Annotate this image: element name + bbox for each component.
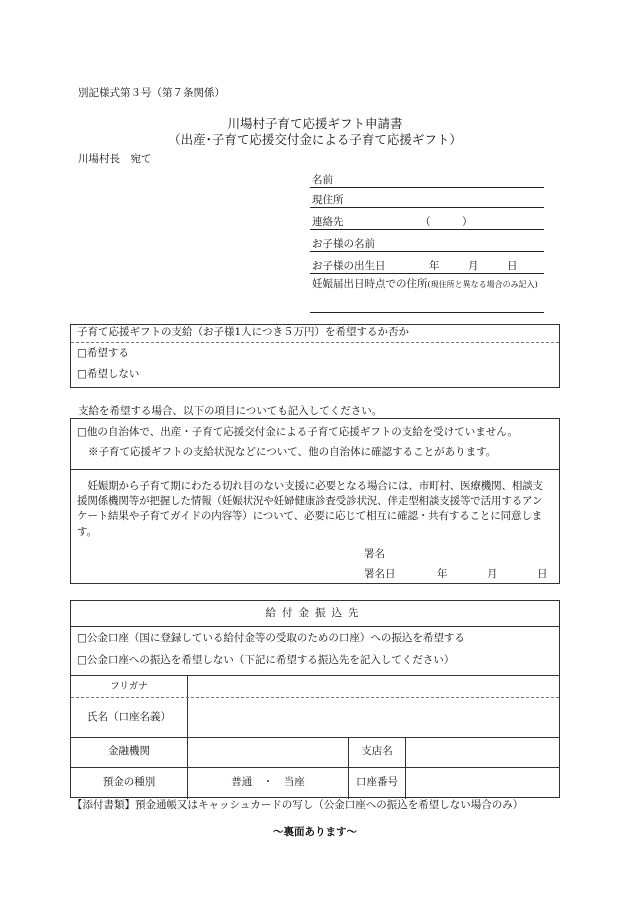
- branch-name-label: 支店名: [361, 745, 393, 757]
- declaration-checkbox[interactable]: □他の自治体で、出産・子育て応援交付金による子育て応援ギフトの支給を受けていません。: [77, 426, 518, 438]
- birth-day-label: 日: [507, 260, 518, 272]
- consent-text: 妊娠期から子育て期にわたる切れ目のない支援に必要となる場合には、市町村、医療機関、相談支援関係機関等が把握した情報（妊娠状況や妊婦健康診査受診状況、伴走型相談支援等で活用するアンケート結果や子育てガイドの内容等）について、必要に応じて相互に確認・共有することに同意します。: [77, 480, 543, 538]
- account-holder-input[interactable]: [188, 698, 560, 736]
- bank-header-divider: [71, 626, 559, 627]
- deposit-type-options[interactable]: 普通 ・ 当座: [231, 776, 305, 788]
- gift-wish-no-checkbox[interactable]: □希望しない: [77, 368, 140, 380]
- title-sub: （出産･子育て応援交付金による子育て応援ギフト）: [168, 132, 462, 147]
- current-address-line: [310, 207, 544, 208]
- bank-name-label: 金融機関: [108, 745, 150, 757]
- other-account-checkbox[interactable]: □公金口座への振込を希望しない（下記に希望する振込先を記入してください）: [77, 654, 455, 666]
- account-number-input[interactable]: [406, 768, 560, 798]
- bank-section-box: [70, 600, 560, 798]
- contact-label: 連絡先: [312, 216, 344, 228]
- signature-label: 署名: [364, 548, 385, 560]
- bank-section-header: 給付金振込先: [265, 607, 365, 619]
- gift-wish-box: [70, 324, 560, 388]
- account-holder-label: 氏名（口座名義）: [87, 711, 171, 723]
- applicant-name-line: [310, 187, 544, 188]
- declaration-note: ※子育て応援ギフトの支給状況などについて、他の自治体に確認することがあります。: [88, 446, 497, 458]
- child-name-line: [310, 251, 544, 252]
- attachment-note: 【添付書類】預金通帳又はキャッシュカードの写し（公金口座への振込を希望しない場合のみ）: [72, 799, 524, 811]
- declaration-box: [70, 418, 560, 584]
- note-intro: 支給を希望する場合、以下の項目についても記入してください。: [78, 405, 383, 417]
- child-name-label: お子様の名前: [312, 238, 375, 250]
- contact-paren: （ ）: [420, 216, 473, 228]
- form-number: 別記様式第３号（第７条関係）: [78, 87, 225, 99]
- addressee: 川場村長 宛て: [78, 153, 152, 165]
- contact-line: [310, 229, 544, 230]
- signature-month-label: 月: [487, 568, 498, 580]
- pregnancy-address-label: [312, 278, 538, 292]
- child-birthdate-label: お子様の出生日: [312, 260, 386, 272]
- pregnancy-address-line: [310, 312, 544, 313]
- pregnancy-address-text: 妊娠届出日時点での住所: [312, 278, 428, 290]
- signature-year-label: 年: [437, 568, 448, 580]
- gift-wish-yes-checkbox[interactable]: □希望する: [77, 347, 129, 359]
- declaration-divider: [71, 469, 559, 470]
- birth-month-label: 月: [468, 260, 479, 272]
- public-account-checkbox[interactable]: □公金口座（国に登録している給付金等の受取のための口座）への振込を希望する: [77, 632, 465, 644]
- child-birthdate-line: [310, 273, 544, 274]
- bank-name-input[interactable]: [188, 738, 347, 766]
- pregnancy-address-note: (現住所と異なる場合のみ記入): [427, 280, 538, 289]
- account-number-label: 口座番号: [356, 776, 398, 788]
- reverse-side-note: ～裏面あります～: [273, 826, 357, 838]
- title-main: 川場村子育て応援ギフト申請書: [227, 116, 403, 131]
- signature-day-label: 日: [537, 568, 548, 580]
- gift-wish-divider: [71, 342, 559, 343]
- birth-year-label: 年: [429, 260, 440, 272]
- gift-wish-question: 子育て応援ギフトの支給（お子様1人につき５万円）を希望するか否か: [77, 326, 409, 338]
- furigana-label: フリガナ: [110, 681, 148, 692]
- applicant-name-label: 名前: [312, 174, 333, 186]
- furigana-input[interactable]: [188, 676, 560, 696]
- current-address-label: 現住所: [312, 194, 344, 206]
- deposit-type-label: 預金の種別: [102, 776, 156, 788]
- signature-date-label: 署名日: [364, 568, 396, 580]
- signature-field[interactable]: [401, 546, 551, 562]
- branch-name-input[interactable]: [406, 738, 560, 766]
